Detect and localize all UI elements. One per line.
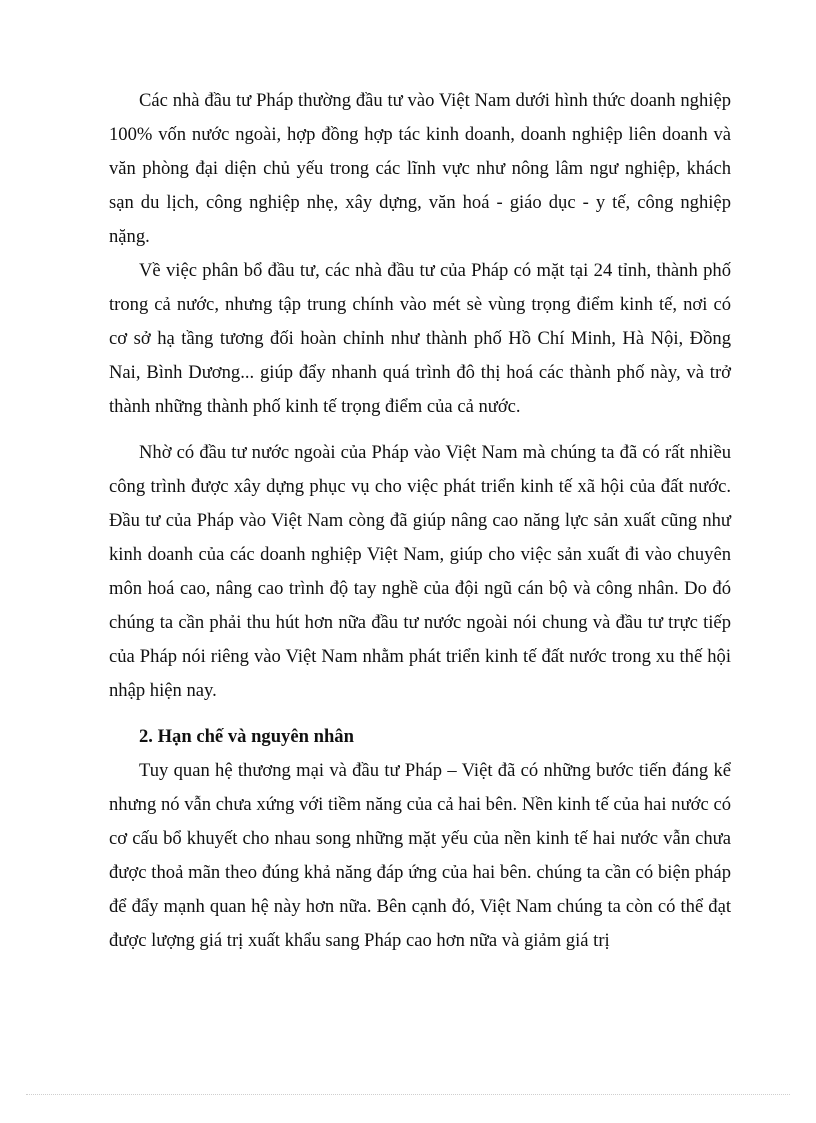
section-heading: 2. Hạn chế và nguyên nhân: [139, 726, 354, 747]
paragraph-investment-forms: Các nhà đầu tư Pháp thường đầu tư vào Việt Nam dưới hình thức doanh nghiệp 100% vốn nước ngoài, hợp đồng hợp tác kinh doanh, doanh nghiệp liên doanh và văn phòng đại diện chủ yếu trong các lĩnh vực như nông lâm ngư nghiệp, khách sạn du lịch, công nghiệp nhẹ, xây dựng, văn hoá - giáo dục - y tế, công nghiệp nặng.: [109, 90, 731, 247]
paragraph-investment-distribution: Về việc phân bổ đầu tư, các nhà đầu tư của Pháp có mặt tại 24 tỉnh, thành phố trong cả nước, nhưng tập trung chính vào mét sè vùng trọng điểm kinh tế, nơi có cơ sở hạ tầng tương đối hoàn chỉnh như thành phố Hồ Chí Minh, Hà Nội, Đồng Nai, Bình Dương... giúp đẩy nhanh quá trình đô thị hoá các thành phố này, và trở thành những thành phố kinh tế trọng điểm của cả nước.: [109, 260, 731, 417]
document-body: [109, 84, 731, 958]
footer-divider: [26, 1094, 790, 1095]
paragraph-investment-benefits: Nhờ có đầu tư nước ngoài của Pháp vào Việt Nam mà chúng ta đã có rất nhiều công trình được xây dựng phục vụ cho việc phát triển kinh tế xã hội của đất nước. Đầu tư của Pháp vào Việt Nam còng đã giúp nâng cao năng lực sản xuất cũng như kinh doanh của các doanh nghiệp Việt Nam, giúp cho việc sản xuất đi vào chuyên môn hoá cao, nâng cao trình độ tay nghề của đội ngũ cán bộ và công nhân. Do đó chúng ta cần phải thu hút hơn nữa đầu tư nước ngoài nói chung và đầu tư trực tiếp của Pháp nói riêng vào Việt Nam nhằm phát triển kinh tế đất nước trong xu thế hội nhập hiện nay.: [109, 442, 731, 701]
paragraph-limitations: Tuy quan hệ thương mại và đầu tư Pháp – Việt đã có những bước tiến đáng kể nhưng nó vẫn chưa xứng với tiềm năng của cả hai bên. Nền kinh tế của hai nước có cơ cấu bổ khuyết cho nhau song những mặt yếu của nền kinh tế hai nước vẫn chưa được thoả mãn theo đúng khả năng đáp ứng của hai bên. chúng ta cần có biện pháp để đẩy mạnh quan hệ này hơn nữa. Bên cạnh đó, Việt Nam chúng ta còn có thể đạt được lượng giá trị xuất khẩu sang Pháp cao hơn nữa và giảm giá trị: [109, 760, 731, 951]
